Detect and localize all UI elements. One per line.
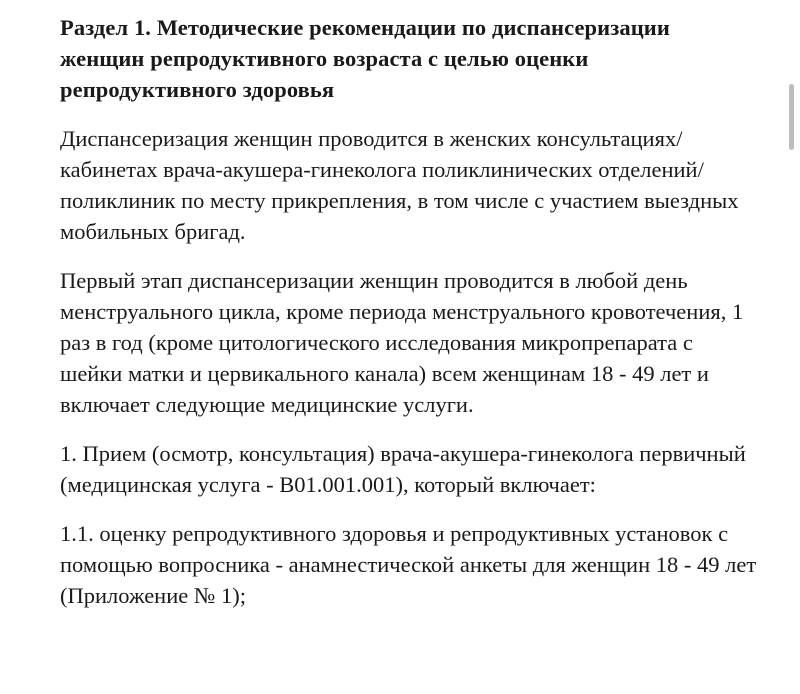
scrollbar-thumb[interactable] [789, 84, 794, 150]
paragraph-item-1-1: 1.1. оценку репродуктивного здоровья и репродуктивных установок с помощью вопросника - анамнестической анкеты для женщин 18 - 49 лет (Приложение № 1); [60, 521, 757, 608]
section-heading: Раздел 1. Методические рекомендации по диспансеризации женщин репродуктивного возраста с целью оценки репродуктивного здоровья [60, 15, 670, 102]
paragraph-first-stage: Первый этап диспансеризации женщин проводится в любой день менструального цикла, кроме периода менструального кровотечения, 1 раз в год (кроме цитологического исследования микропрепарата с шейки матки и цервикального канала) всем женщинам 18 - 49 лет и включает следующие медицинские услуги. [60, 268, 744, 417]
document-content [60, 12, 760, 629]
paragraph-intro: Диспансеризация женщин проводится в женских консультациях/кабинетах врача-акушера-гинеколога поликлинических отделений/поликлиник по месту прикрепления, в том числе с участием выездных мобильных бригад. [60, 126, 739, 244]
paragraph-item-1: 1. Прием (осмотр, консультация) врача-акушера-гинеколога первичный (медицинская услуга - В01.001.001), который включает: [60, 441, 746, 497]
